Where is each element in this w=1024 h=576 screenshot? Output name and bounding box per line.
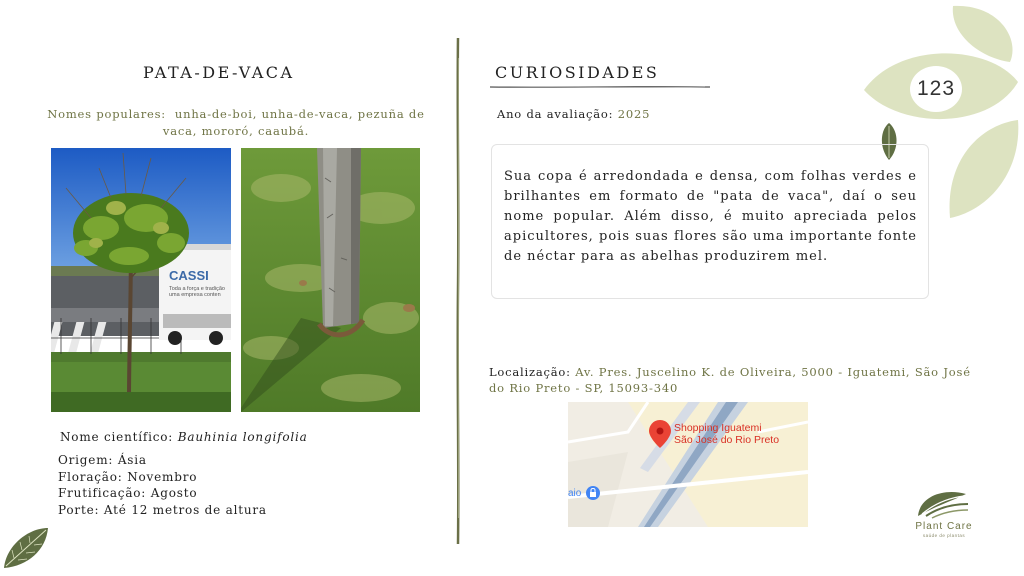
truck-text-2: uma empresa conten — [169, 292, 221, 298]
fact-size: Porte: Até 12 metros de altura — [58, 502, 267, 517]
leaf-bottom — [950, 120, 1019, 218]
location-map[interactable] — [568, 402, 808, 527]
title-underline — [490, 84, 712, 90]
location — [489, 364, 989, 396]
svg-text:CASSI: CASSI — [169, 268, 209, 283]
popular-names-label: Nomes populares: — [47, 107, 166, 121]
facts-list — [58, 452, 267, 518]
map-place-line1: Shopping Iguatemi — [674, 422, 762, 434]
truck-text-1: Toda a força e tradição — [169, 286, 225, 292]
tree-photo — [51, 148, 231, 412]
map-place-label — [674, 422, 779, 446]
scientific-name-row — [60, 429, 308, 446]
leaf-top — [953, 6, 1013, 62]
vertical-divider — [453, 38, 463, 544]
year-value: 2025 — [617, 107, 651, 121]
map-partial-label: aio — [568, 488, 582, 499]
logo-name: Plant Care — [915, 521, 973, 532]
curiosity-text: Sua copa é arredondada e densa, com folhas verdes e brilhantes em formato de "pata de vaca", daí o seu nome popular. Além disso, é muito apreciada pelos apicultores, pois suas flores são uma importante fonte de néctar para as abelhas produzirem mel. — [504, 169, 917, 264]
curiosities-title: CURIOSIDADES — [495, 63, 660, 82]
popular-names-line1: unha-de-boi, unha-de-vaca, pezuña de — [174, 107, 425, 121]
location-line2: do Rio Preto - SP, 15093-340 — [489, 381, 679, 395]
location-line1: Av. Pres. Juscelino K. de Oliveira, 5000 - Iguatemi, São José — [575, 365, 971, 379]
map-place-line2: São José do Rio Preto — [674, 434, 780, 446]
popular-names — [30, 106, 442, 140]
trunk-photo — [241, 148, 420, 412]
logo-tagline: saúde de plantas — [922, 533, 966, 538]
location-label: Localização: — [489, 365, 571, 379]
fact-fruiting: Frutificação: Agosto — [58, 486, 198, 500]
fact-flowering: Floração: Novembro — [58, 469, 198, 484]
curiosity-box — [491, 144, 929, 299]
popular-names-line2: vaca, mororó, caaubá. — [162, 124, 310, 138]
page-title: PATA-DE-VACA — [143, 63, 295, 82]
lock-poi-icon — [586, 486, 600, 500]
page-number-badge: 123 — [910, 66, 962, 112]
year-label: Ano da avaliação: — [497, 107, 614, 121]
evaluation-year — [497, 107, 650, 121]
plant-care-logo-icon — [914, 486, 970, 520]
decorative-leaf-bottom-left — [0, 522, 52, 572]
fact-origin: Origem: Ásia — [58, 453, 147, 467]
scientific-label: Nome científico: — [60, 430, 174, 444]
scientific-name: Bauhinia longifolia — [177, 430, 308, 444]
